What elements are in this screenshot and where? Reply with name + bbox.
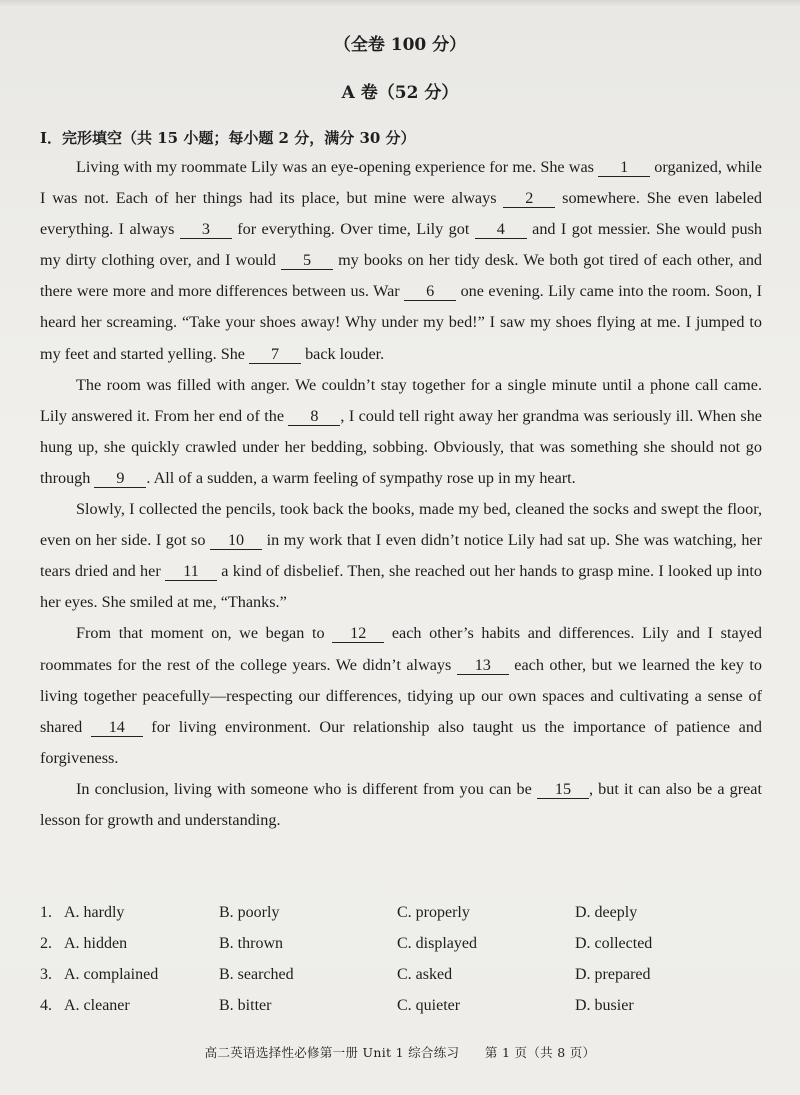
option-a: A. hardly <box>64 903 125 921</box>
question-number: 1. <box>40 903 52 921</box>
paragraph <box>40 494 762 618</box>
paragraph <box>40 152 762 370</box>
question-number: 3. <box>40 965 52 983</box>
total-score: （全卷 100 分） <box>333 35 467 55</box>
passage-text: organized, while I was not. Each of her things had its place, but mine were always <box>40 158 762 208</box>
option-a: A. complained <box>64 965 159 983</box>
passage-text: The room was filled with anger. We couldn’t stay together for a single minute until a phone call came. Lily answered it. From her end of the <box>40 375 762 425</box>
passage-text: From that moment on, we began to <box>76 624 333 643</box>
passage-text: a kind of disbelief. Then, she reached out her hands to grasp mine. I looked up into her eyes. She smiled at me, “Thanks.” <box>40 562 762 612</box>
section-title: A 卷（52 分） <box>341 83 459 103</box>
blank-7: 7 <box>249 345 301 364</box>
passage-text: . All of a sudden, a warm feeling of sympathy rose up in my heart. <box>146 468 576 487</box>
blank-14: 14 <box>91 718 143 737</box>
blank-5: 5 <box>281 251 333 270</box>
passage-text: my books on her tidy desk. We both got tired of each other, and there were more and more differences between us. War <box>40 251 763 301</box>
page-top-edge <box>0 0 800 8</box>
option-c: C. displayed <box>397 934 477 952</box>
option-a: A. cleaner <box>64 996 130 1014</box>
blank-11: 11 <box>165 562 217 581</box>
passage-text: each other’s habits and differences. Lily and I stayed roommates for the rest of the college years. We didn’t always <box>40 624 762 674</box>
option-b: B. poorly <box>219 903 280 921</box>
passage-text: each other, but we learned the key to living together peacefully—respecting our differences, tidying up our own spaces and cultivating a sense of shared <box>40 655 762 736</box>
option-c: C. properly <box>397 903 470 921</box>
passage-text: for living environment. Our relationship also taught us the importance of patience and forgiveness. <box>40 717 763 767</box>
blank-10: 10 <box>210 531 262 550</box>
blank-3: 3 <box>180 220 232 239</box>
option-row <box>40 959 760 990</box>
option-b: B. thrown <box>219 934 283 952</box>
option-d: D. collected <box>575 934 653 952</box>
passage-text: , but it can also be a great lesson for growth and understanding. <box>40 779 762 829</box>
option-d: D. deeply <box>575 903 638 921</box>
passage-text: Living with my roommate Lily was an eye-opening experience for me. She was <box>76 158 599 176</box>
question-number: 2. <box>40 934 52 952</box>
part-heading: I．完形填空（共 15 小题；每小题 2 分，满分 30 分） <box>40 129 416 147</box>
option-d: D. busier <box>575 996 634 1014</box>
blank-2: 2 <box>503 189 555 208</box>
passage-text: In conclusion, living with someone who is different from you can be <box>76 779 537 798</box>
blank-1: 1 <box>598 158 650 177</box>
blank-15: 15 <box>537 780 589 799</box>
paragraph <box>40 370 762 494</box>
passage-text: one evening. Lily came into the room. Soon, I heard her screaming. “Take your shoes away! Why under my bed!” I saw my shoes flying at me. I jumped to my feet and started yelling. She <box>40 282 762 363</box>
paragraph <box>40 618 762 773</box>
passage-text: , I could tell right away her grandma was seriously ill. When she hung up, she quickly crawled under her bedding, sobbing. Obviously, that was something she should not go through <box>40 406 762 487</box>
blank-13: 13 <box>457 656 509 675</box>
option-row <box>40 897 760 928</box>
option-a: A. hidden <box>64 934 128 952</box>
option-c: C. quieter <box>397 996 461 1014</box>
answer-options <box>40 897 760 1021</box>
passage-text: somewhere. She even labeled everything. I always <box>40 189 762 239</box>
page-footer: 高二英语选择性必修第一册 Unit 1 综合练习 第 1 页（共 8 页） <box>204 1045 596 1060</box>
blank-6: 6 <box>404 282 456 301</box>
passage-text: back louder. <box>301 344 385 363</box>
passage-text: for everything. Over time, Lily got <box>231 220 475 239</box>
option-c: C. asked <box>397 965 453 983</box>
option-b: B. searched <box>219 965 294 983</box>
option-row <box>40 990 760 1021</box>
blank-12: 12 <box>332 624 384 643</box>
paragraph <box>40 774 762 836</box>
question-number: 4. <box>40 996 52 1014</box>
blank-4: 4 <box>475 220 527 239</box>
option-row <box>40 928 760 959</box>
passage-text: in my work that I even didn’t notice Lily had sat up. She was watching, her tears dried and her <box>40 531 762 581</box>
blank-8: 8 <box>288 407 340 426</box>
blank-9: 9 <box>94 469 146 488</box>
cloze-passage <box>40 152 762 836</box>
passage-text: Slowly, I collected the pencils, took back the books, made my bed, cleaned the socks and swept the floor, even on her side. I got so <box>40 500 762 550</box>
passage-text: and I got messier. She would push my dirty clothing over, and I would <box>40 220 762 270</box>
option-d: D. prepared <box>575 965 651 983</box>
option-b: B. bitter <box>219 996 272 1014</box>
